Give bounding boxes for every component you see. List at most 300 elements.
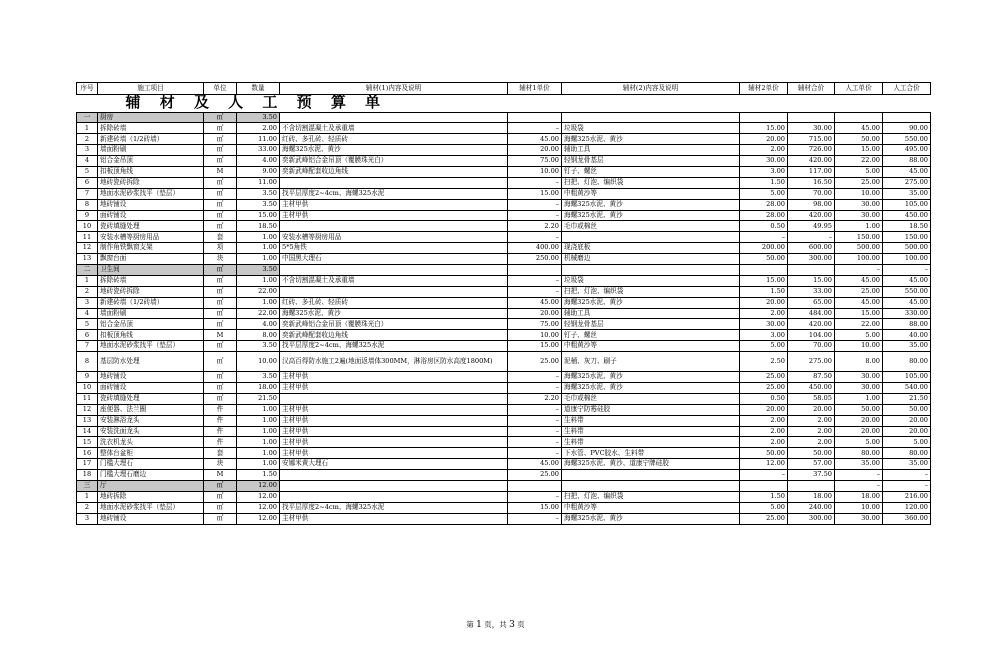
row-qty: 1.00	[237, 297, 280, 308]
row-seq: 2	[77, 502, 98, 513]
row-item: 瓷砖填缝处理	[98, 221, 204, 232]
row-material2-desc: 泥桶、灰刀、刷子	[562, 352, 740, 372]
row-material1-price: 15.00	[508, 188, 562, 199]
row-material2-desc	[562, 264, 740, 275]
row-labor-price: 35.00	[835, 459, 883, 470]
row-qty: 1.00	[237, 426, 280, 437]
row-material1-price: –	[508, 275, 562, 286]
row-unit: ㎡	[204, 123, 237, 134]
row-seq: 2	[77, 286, 98, 297]
row-item: 厨房	[98, 112, 204, 123]
row-material-total: 2.00	[788, 426, 835, 437]
row-material1-price: 45.00	[508, 297, 562, 308]
table-row	[77, 330, 931, 341]
row-material-total: 300.00	[788, 513, 835, 524]
row-material2-desc: 海螺325水泥、黄沙	[562, 513, 740, 524]
row-material2-price	[740, 481, 788, 492]
row-material2-price: 0.50	[740, 393, 788, 404]
row-material1-price: –	[508, 199, 562, 210]
row-material-total: 16.50	[788, 177, 835, 188]
row-labor-price: 22.00	[835, 319, 883, 330]
row-seq: 18	[77, 470, 98, 481]
budget-table	[76, 82, 931, 525]
row-labor-price: 150.00	[835, 232, 883, 243]
row-material-total	[788, 481, 835, 492]
row-material2-price: 20.00	[740, 297, 788, 308]
row-material1-price: 15.00	[508, 502, 562, 513]
row-qty: 1.00	[237, 415, 280, 426]
row-seq: 6	[77, 177, 98, 188]
row-material2-price: 0.50	[740, 221, 788, 232]
row-labor-total: 45.00	[883, 275, 931, 286]
row-labor-price: 20.00	[835, 426, 883, 437]
row-unit: ㎡	[204, 297, 237, 308]
row-item: 安装水槽等厨房用品	[98, 232, 204, 243]
row-material1-price: –	[508, 437, 562, 448]
row-qty: 12.00	[237, 491, 280, 502]
row-material-total: 20.00	[788, 404, 835, 415]
row-unit: M	[204, 166, 237, 177]
row-seq: 14	[77, 426, 98, 437]
header-row	[77, 83, 931, 95]
row-labor-price: 10.00	[835, 341, 883, 352]
table-row	[77, 437, 931, 448]
row-material-total: 117.00	[788, 166, 835, 177]
row-material1-desc: 主材甲供	[280, 199, 508, 210]
row-item: 制作角铁飘窗支架	[98, 243, 204, 254]
row-qty: 1.50	[237, 470, 280, 481]
table-row	[77, 393, 931, 404]
table-row	[77, 513, 931, 524]
row-seq: 12	[77, 404, 98, 415]
table-row	[77, 448, 931, 459]
table-row	[77, 210, 931, 221]
row-item: 新建砖墙（1/2砖墙）	[98, 297, 204, 308]
row-material1-price: –	[508, 382, 562, 393]
row-qty: 15.00	[237, 210, 280, 221]
row-unit: ㎡	[204, 513, 237, 524]
row-seq: 10	[77, 221, 98, 232]
row-material1-price: 25.00	[508, 352, 562, 372]
row-item: 地面水泥砂浆找平（垫层）	[98, 188, 204, 199]
row-material2-price: 2.00	[740, 145, 788, 156]
table-row	[77, 341, 931, 352]
row-material-total: 420.00	[788, 210, 835, 221]
footer-middle: 页，共	[484, 620, 507, 629]
row-item: 铝合金吊顶	[98, 156, 204, 167]
row-material2-price: 2.00	[740, 426, 788, 437]
table-row	[77, 404, 931, 415]
row-seq: 12	[77, 243, 98, 254]
row-material1-desc: 主材甲供	[280, 404, 508, 415]
row-material1-desc: 奕新武峰配套收边角线	[280, 166, 508, 177]
row-material1-price: –	[508, 372, 562, 383]
row-qty: 22.00	[237, 308, 280, 319]
row-labor-total: 495.00	[883, 145, 931, 156]
row-labor-total: 45.00	[883, 297, 931, 308]
row-material1-price: 10.00	[508, 166, 562, 177]
title-row	[77, 94, 931, 112]
row-material1-price: 250.00	[508, 254, 562, 265]
row-material1-desc: 不含切割混凝土及承重墙	[280, 275, 508, 286]
row-material2-desc: 辅助工具	[562, 308, 740, 319]
row-material2-desc: 垃圾袋	[562, 275, 740, 286]
row-labor-total: 100.00	[883, 254, 931, 265]
row-unit: ㎡	[204, 382, 237, 393]
row-unit: ㎡	[204, 502, 237, 513]
row-material2-price: 12.00	[740, 459, 788, 470]
row-material-total: 2.00	[788, 437, 835, 448]
row-qty: 18.50	[237, 221, 280, 232]
row-material2-price: 15.00	[740, 275, 788, 286]
row-labor-price: 25.00	[835, 177, 883, 188]
row-item: 飘窗台面	[98, 254, 204, 265]
row-material1-desc: 主材甲供	[280, 382, 508, 393]
row-material1-price	[508, 264, 562, 275]
row-material2-desc: 海螺325水泥、黄沙	[562, 134, 740, 145]
table-row	[77, 134, 931, 145]
row-material1-price: 45.00	[508, 134, 562, 145]
row-qty: 33.00	[237, 145, 280, 156]
row-material1-price	[508, 481, 562, 492]
row-seq: 13	[77, 254, 98, 265]
row-material2-desc: 垃圾袋	[562, 123, 740, 134]
row-unit: 项	[204, 243, 237, 254]
row-material2-desc: 机械磨边	[562, 254, 740, 265]
row-material1-desc: 海螺325水泥、黄沙	[280, 145, 508, 156]
row-unit: ㎡	[204, 491, 237, 502]
row-item: 面砖铺设	[98, 210, 204, 221]
row-material-total: 50.00	[788, 448, 835, 459]
row-seq: 一	[77, 112, 98, 123]
row-material-total: 15.00	[788, 275, 835, 286]
row-material-total: 240.00	[788, 502, 835, 513]
row-qty: 1.00	[237, 437, 280, 448]
row-labor-total: 21.50	[883, 393, 931, 404]
row-unit: ㎡	[204, 286, 237, 297]
row-material2-desc: 海螺325水泥、黄沙	[562, 199, 740, 210]
row-material1-desc: 主材甲供	[280, 426, 508, 437]
header-qty: 数量	[237, 83, 280, 95]
row-material1-price: 25.00	[508, 470, 562, 481]
row-material1-price: 45.00	[508, 459, 562, 470]
row-material-total: 275.00	[788, 352, 835, 372]
row-labor-total: 80.00	[883, 352, 931, 372]
row-material2-price: 5.00	[740, 188, 788, 199]
table-row	[77, 221, 931, 232]
row-seq: 5	[77, 166, 98, 177]
row-material-total	[788, 112, 835, 123]
row-unit: 块	[204, 254, 237, 265]
row-material1-desc: 5*5角铁	[280, 243, 508, 254]
row-material1-desc: 中国黑大理石	[280, 254, 508, 265]
row-seq: 11	[77, 232, 98, 243]
row-material2-price: 15.00	[740, 123, 788, 134]
row-unit: 套	[204, 448, 237, 459]
row-unit: 件	[204, 426, 237, 437]
row-labor-price: 5.00	[835, 166, 883, 177]
row-labor-total: 20.00	[883, 426, 931, 437]
row-item: 地砖瓷砖拆除	[98, 286, 204, 297]
row-material1-desc: 不含切割混凝土及承重墙	[280, 123, 508, 134]
row-labor-total: 35.00	[883, 188, 931, 199]
row-item: 墙面粉刷	[98, 145, 204, 156]
row-seq: 7	[77, 188, 98, 199]
row-material-total: 420.00	[788, 319, 835, 330]
row-material-total: 450.00	[788, 382, 835, 393]
table-row	[77, 470, 931, 481]
row-labor-price: 30.00	[835, 382, 883, 393]
row-labor-price: 10.00	[835, 502, 883, 513]
row-qty: 2.00	[237, 123, 280, 134]
row-material1-price: –	[508, 426, 562, 437]
row-material2-desc: 钉子、螺丝	[562, 330, 740, 341]
row-material1-price: –	[508, 177, 562, 188]
row-material2-price: 5.00	[740, 502, 788, 513]
row-material2-price: –	[740, 232, 788, 243]
row-material1-desc: 安娜米黄大理石	[280, 459, 508, 470]
row-item: 新建砖墙（1/2砖墙）	[98, 134, 204, 145]
header-seq: 序号	[77, 83, 98, 95]
section-row	[77, 112, 931, 123]
row-item: 洗衣机龙头	[98, 437, 204, 448]
row-labor-total: 360.00	[883, 513, 931, 524]
row-item: 门槛大理石	[98, 459, 204, 470]
row-material1-desc: 奕新武峰铝合金吊顶（覆膜珠光白）	[280, 156, 508, 167]
row-material1-desc: 红砖、多孔砖、轻质砖	[280, 134, 508, 145]
row-material1-desc: 主材甲供	[280, 437, 508, 448]
row-unit: M	[204, 330, 237, 341]
row-material2-price: 25.00	[740, 382, 788, 393]
row-labor-price: 45.00	[835, 123, 883, 134]
table-row	[77, 199, 931, 210]
row-seq: 1	[77, 275, 98, 286]
row-material1-price: 400.00	[508, 243, 562, 254]
row-seq: 4	[77, 308, 98, 319]
row-material2-desc: 中粗黄沙等	[562, 341, 740, 352]
row-material2-desc: 扫把、灯泡、编织袋	[562, 286, 740, 297]
row-labor-price: 1.00	[835, 393, 883, 404]
row-material2-desc: 中粗黄沙等	[562, 502, 740, 513]
row-labor-price: 50.00	[835, 134, 883, 145]
table-row	[77, 459, 931, 470]
row-material2-desc: 毛巾或棉丝	[562, 393, 740, 404]
table-row	[77, 426, 931, 437]
row-labor-total: 330.00	[883, 308, 931, 319]
row-material2-desc: 轻钢龙骨基层	[562, 319, 740, 330]
row-material2-price: 50.00	[740, 448, 788, 459]
row-material1-price: 75.00	[508, 156, 562, 167]
table-row	[77, 352, 931, 372]
row-material2-desc: 海螺325水泥、黄沙	[562, 382, 740, 393]
row-material2-desc: 毛巾或棉丝	[562, 221, 740, 232]
row-labor-total: 50.00	[883, 404, 931, 415]
row-material2-desc: 辅助工具	[562, 145, 740, 156]
row-material2-price: –	[740, 470, 788, 481]
row-labor-total: –	[883, 264, 931, 275]
row-labor-total: 120.00	[883, 502, 931, 513]
row-item: 基层防水处理	[98, 352, 204, 372]
header-labor-price: 人工单价	[835, 83, 883, 95]
row-material2-desc	[562, 470, 740, 481]
row-material1-desc	[280, 491, 508, 502]
table-row	[77, 232, 931, 243]
row-material1-desc	[280, 221, 508, 232]
row-unit: ㎡	[204, 210, 237, 221]
row-unit: ㎡	[204, 481, 237, 492]
row-qty: 12.00	[237, 502, 280, 513]
row-material2-desc: 中粗黄沙等	[562, 188, 740, 199]
row-seq: 9	[77, 372, 98, 383]
table-row	[77, 286, 931, 297]
row-material2-desc: 海螺325水泥、黄沙、道康宁牌硅胶	[562, 459, 740, 470]
footer-prefix: 第	[466, 620, 474, 629]
row-labor-price: 80.00	[835, 448, 883, 459]
row-item: 拆除砖墙	[98, 275, 204, 286]
row-material1-desc: 汉高百得防水施工2遍(地面返墙体300MM，淋浴房区防水高度1800M)	[280, 352, 508, 372]
table-row	[77, 372, 931, 383]
row-material1-price: 10.00	[508, 330, 562, 341]
row-qty: 1.00	[237, 243, 280, 254]
row-unit: ㎡	[204, 352, 237, 372]
row-material2-desc: 轻钢龙骨基层	[562, 156, 740, 167]
footer-page-number: 1	[476, 620, 482, 630]
row-material1-price: –	[508, 123, 562, 134]
header-material1-price: 辅材1单价	[508, 83, 562, 95]
row-item: 地面水泥砂浆找平（垫层）	[98, 502, 204, 513]
row-labor-total: 88.00	[883, 319, 931, 330]
row-labor-total	[883, 112, 931, 123]
row-seq: 13	[77, 415, 98, 426]
row-material2-price: 30.00	[740, 156, 788, 167]
row-qty: 9.00	[237, 166, 280, 177]
row-unit: ㎡	[204, 319, 237, 330]
table-row	[77, 319, 931, 330]
row-seq: 11	[77, 393, 98, 404]
row-labor-price: 5.00	[835, 437, 883, 448]
header-material-total: 辅材合价	[788, 83, 835, 95]
row-material2-desc: 钉子、螺丝	[562, 166, 740, 177]
row-labor-price: –	[835, 470, 883, 481]
row-labor-total: 35.00	[883, 459, 931, 470]
table-row	[77, 177, 931, 188]
row-labor-total: 275.00	[883, 177, 931, 188]
row-qty: 3.50	[237, 372, 280, 383]
table-row	[77, 188, 931, 199]
row-labor-price: 30.00	[835, 210, 883, 221]
row-seq: 8	[77, 199, 98, 210]
row-material2-price: 2.00	[740, 437, 788, 448]
row-material1-desc	[280, 177, 508, 188]
row-unit: M	[204, 470, 237, 481]
row-material2-desc: 生料带	[562, 426, 740, 437]
row-labor-price: 15.00	[835, 145, 883, 156]
row-material2-price: 25.00	[740, 513, 788, 524]
row-unit: ㎡	[204, 264, 237, 275]
row-material-total: 65.00	[788, 297, 835, 308]
row-material-total: 37.50	[788, 470, 835, 481]
table-row	[77, 275, 931, 286]
row-item: 拆除砖墙	[98, 123, 204, 134]
row-qty: 8.00	[237, 330, 280, 341]
row-material2-desc: 生料带	[562, 415, 740, 426]
header-unit: 单位	[204, 83, 237, 95]
table-row	[77, 123, 931, 134]
row-labor-price: 18.00	[835, 491, 883, 502]
row-seq: 3	[77, 145, 98, 156]
row-material2-desc: 生料带	[562, 437, 740, 448]
row-qty: 3.50	[237, 264, 280, 275]
row-material-total: 600.00	[788, 243, 835, 254]
table-row	[77, 382, 931, 393]
row-item: 地砖拆除	[98, 491, 204, 502]
row-material1-desc	[280, 470, 508, 481]
row-seq: 16	[77, 448, 98, 459]
row-labor-price: 8.00	[835, 352, 883, 372]
row-seq: 17	[77, 459, 98, 470]
row-material1-price: –	[508, 415, 562, 426]
row-qty: 1.00	[237, 254, 280, 265]
row-unit: ㎡	[204, 221, 237, 232]
row-qty: 1.00	[237, 404, 280, 415]
row-material1-desc: 找平层厚度2~4cm、海螺325水泥	[280, 502, 508, 513]
row-material1-desc	[280, 112, 508, 123]
row-material1-desc: 奕新武峰铝合金吊顶（覆膜珠光白）	[280, 319, 508, 330]
row-unit: ㎡	[204, 145, 237, 156]
row-material1-desc: 主材甲供	[280, 513, 508, 524]
table-row	[77, 502, 931, 513]
row-item: 厅	[98, 481, 204, 492]
row-material1-desc	[280, 286, 508, 297]
row-labor-total: 18.50	[883, 221, 931, 232]
row-material2-price: 2.00	[740, 415, 788, 426]
row-material1-price: –	[508, 513, 562, 524]
row-labor-price: 50.00	[835, 404, 883, 415]
row-material-total	[788, 264, 835, 275]
row-material-total: 726.00	[788, 145, 835, 156]
row-material2-desc: 下水管、PVC胶水、生料带	[562, 448, 740, 459]
row-material2-price: 1.50	[740, 177, 788, 188]
section-row	[77, 264, 931, 275]
row-material1-price: 75.00	[508, 319, 562, 330]
row-labor-total: 80.00	[883, 448, 931, 459]
row-material2-price: 25.00	[740, 372, 788, 383]
row-labor-total: 40.00	[883, 330, 931, 341]
table-row	[77, 145, 931, 156]
row-item: 安装淋浴龙头	[98, 415, 204, 426]
row-material2-price	[740, 264, 788, 275]
row-labor-price: 30.00	[835, 372, 883, 383]
row-labor-price: –	[835, 481, 883, 492]
row-unit: ㎡	[204, 393, 237, 404]
row-labor-total: 5.00	[883, 437, 931, 448]
row-unit: 块	[204, 459, 237, 470]
row-unit: ㎡	[204, 308, 237, 319]
row-material-total: –	[788, 232, 835, 243]
row-material1-price: –	[508, 448, 562, 459]
row-qty: 1.00	[237, 232, 280, 243]
row-qty: 4.00	[237, 319, 280, 330]
table-row	[77, 166, 931, 177]
row-material2-desc: 海螺325水泥、黄沙	[562, 210, 740, 221]
row-material1-price: –	[508, 286, 562, 297]
row-labor-total: 216.00	[883, 491, 931, 502]
row-material1-price: 15.00	[508, 341, 562, 352]
row-unit: ㎡	[204, 156, 237, 167]
row-material2-price: 20.00	[740, 134, 788, 145]
row-qty: 3.50	[237, 341, 280, 352]
row-material2-price	[740, 112, 788, 123]
